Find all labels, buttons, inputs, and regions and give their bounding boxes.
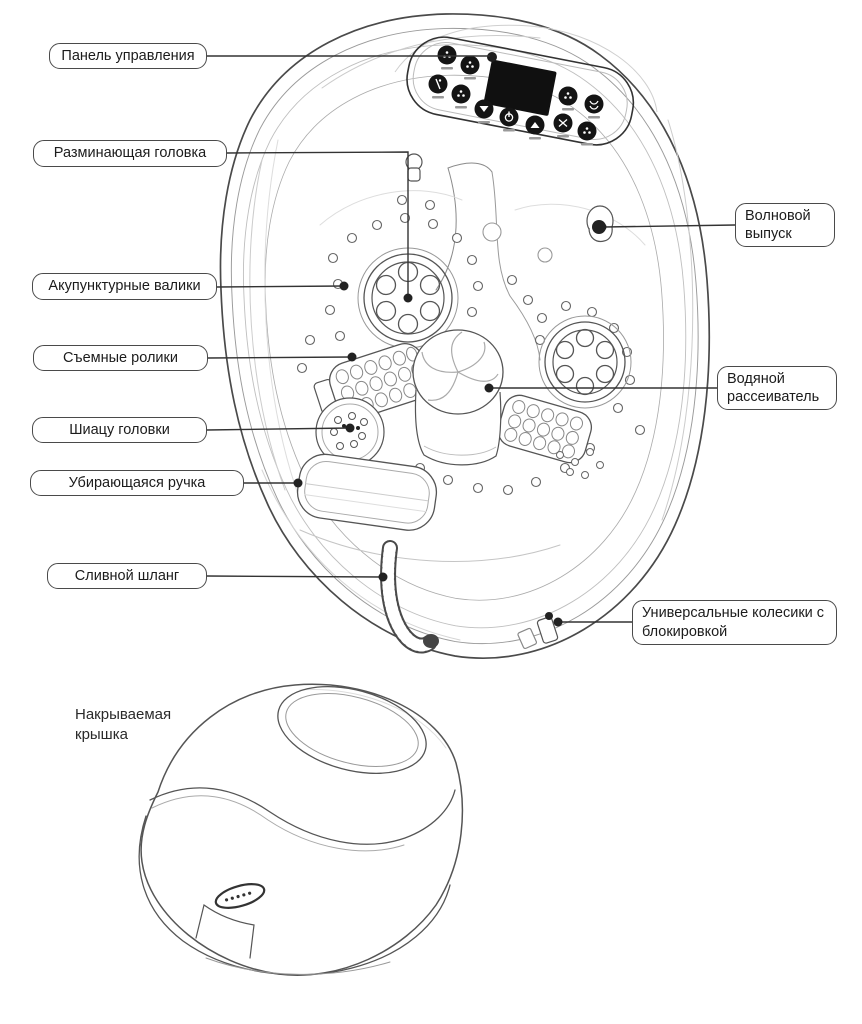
label-removable-rollers: Съемные ролики bbox=[33, 345, 208, 371]
leader-removable-rollers bbox=[208, 357, 352, 358]
label-water-diffuser: Водяной рассеиватель bbox=[717, 366, 837, 410]
label-retractable-handle: Убирающаяся ручка bbox=[30, 470, 244, 496]
label-universal-wheels: Универсальные колесики с блокировкой bbox=[632, 600, 837, 645]
label-acupuncture-rollers: Акупунктурные валики bbox=[32, 273, 217, 300]
label-cover-lid: Накрываемая крышка bbox=[75, 706, 172, 743]
panel-indicator bbox=[487, 52, 497, 62]
label-kneading-head: Разминающая головка bbox=[33, 140, 227, 167]
label-control-panel: Панель управления bbox=[49, 43, 207, 69]
label-shiatsu-heads: Шиацу головки bbox=[32, 417, 207, 443]
label-drain-hose: Сливной шланг bbox=[47, 563, 207, 589]
leader-acupuncture-rollers bbox=[217, 286, 344, 287]
water-diffuser-part bbox=[413, 330, 503, 465]
label-wave-outlet: Волновой выпуск bbox=[735, 203, 835, 247]
leader-drain-hose bbox=[207, 576, 383, 577]
